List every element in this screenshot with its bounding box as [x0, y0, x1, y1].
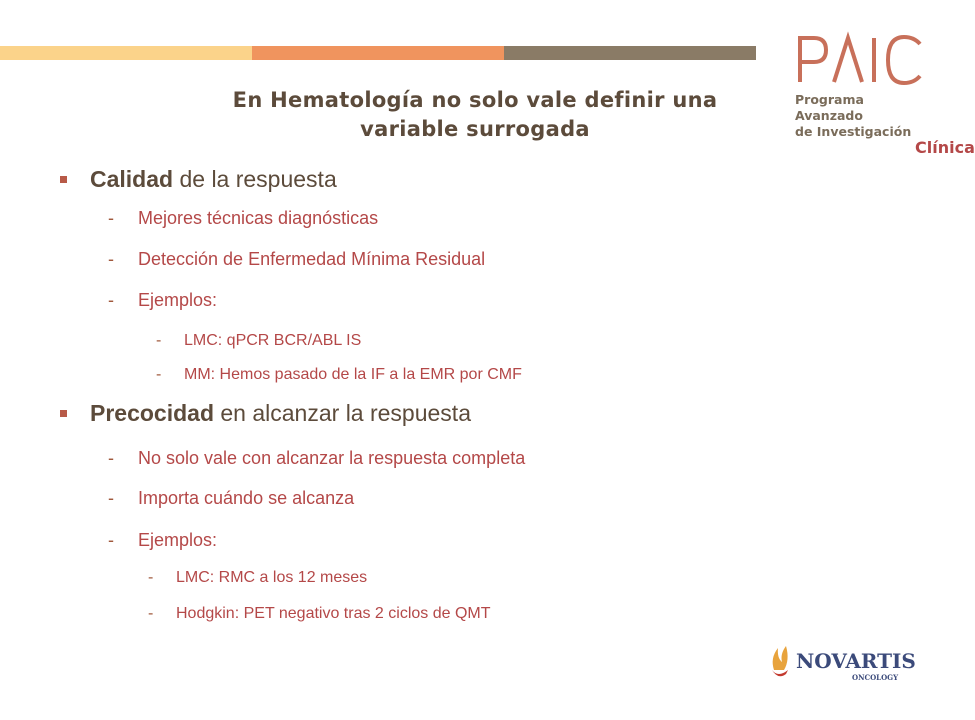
slide-title [150, 86, 800, 144]
sub-item-text: Ejemplos: [138, 290, 218, 310]
bullet-bold: Calidad [90, 166, 174, 192]
bullet-text: en alcanzar la respuesta [214, 400, 471, 426]
sub-item-text: Mejores técnicas diagnósticas [138, 208, 379, 228]
slide-title-line1: En Hematología no solo vale definir una [232, 88, 718, 112]
color-bar-yellow [0, 46, 252, 60]
sub-sub-item-text: LMC: RMC a los 12 meses [176, 569, 368, 586]
sub-item-text: Ejemplos: [138, 530, 218, 550]
sub-item [108, 530, 217, 551]
sub-sub-item [148, 605, 491, 623]
sub-sub-item-text: Hodgkin: PET negativo tras 2 ciclos de QMT [176, 605, 491, 622]
bullet-precocidad [60, 400, 471, 427]
paic-tagline-line1: Programa Avanzado [795, 92, 864, 123]
dash-icon: - [108, 290, 114, 310]
dash-icon: - [156, 332, 162, 349]
sub-item [108, 290, 217, 311]
dash-icon: - [108, 530, 114, 550]
sub-item [108, 249, 485, 270]
dash-icon: - [108, 488, 114, 508]
color-bar-orange [252, 46, 504, 60]
sub-sub-item [148, 569, 367, 587]
dash-icon: - [108, 448, 114, 468]
dash-icon: - [108, 208, 114, 228]
paic-tagline [795, 92, 975, 157]
top-color-bar [0, 46, 756, 60]
sub-sub-item-text: LMC: qPCR BCR/ABL IS [184, 332, 362, 349]
sub-sub-item-text: MM: Hemos pasado de la IF a la EMR por CMF [184, 366, 522, 383]
dash-icon: - [148, 569, 154, 586]
oncology-label: ONCOLOGY [852, 673, 899, 682]
bullet-bold: Precocidad [90, 400, 214, 426]
novartis-flame-icon [768, 640, 928, 684]
sub-item [108, 208, 378, 229]
novartis-oncology-logo [768, 640, 928, 684]
dash-icon: - [108, 249, 114, 269]
square-bullet-icon [60, 410, 67, 417]
paic-tagline-line3: Clínica [915, 138, 975, 157]
sub-item-text: No solo vale con alcanzar la respuesta completa [138, 448, 526, 468]
square-bullet-icon [60, 176, 67, 183]
bullet-text: de la respuesta [173, 166, 337, 192]
sub-item-text: Detección de Enfermedad Mínima Residual [138, 249, 486, 269]
paic-wordmark [792, 32, 932, 88]
slide-title-line2: variable surrogada [360, 117, 590, 141]
color-bar-brown [504, 46, 756, 60]
paic-tagline-line2: de Investigación [795, 124, 912, 139]
dash-icon: - [148, 605, 154, 622]
sub-sub-item [156, 366, 522, 384]
dash-icon: - [156, 366, 162, 383]
sub-item-text: Importa cuándo se alcanza [138, 488, 355, 508]
sub-item [108, 488, 354, 509]
bullet-calidad [60, 166, 337, 193]
novartis-wordmark: NOVARTIS [796, 649, 916, 673]
sub-sub-item [156, 332, 361, 350]
sub-item [108, 448, 525, 469]
